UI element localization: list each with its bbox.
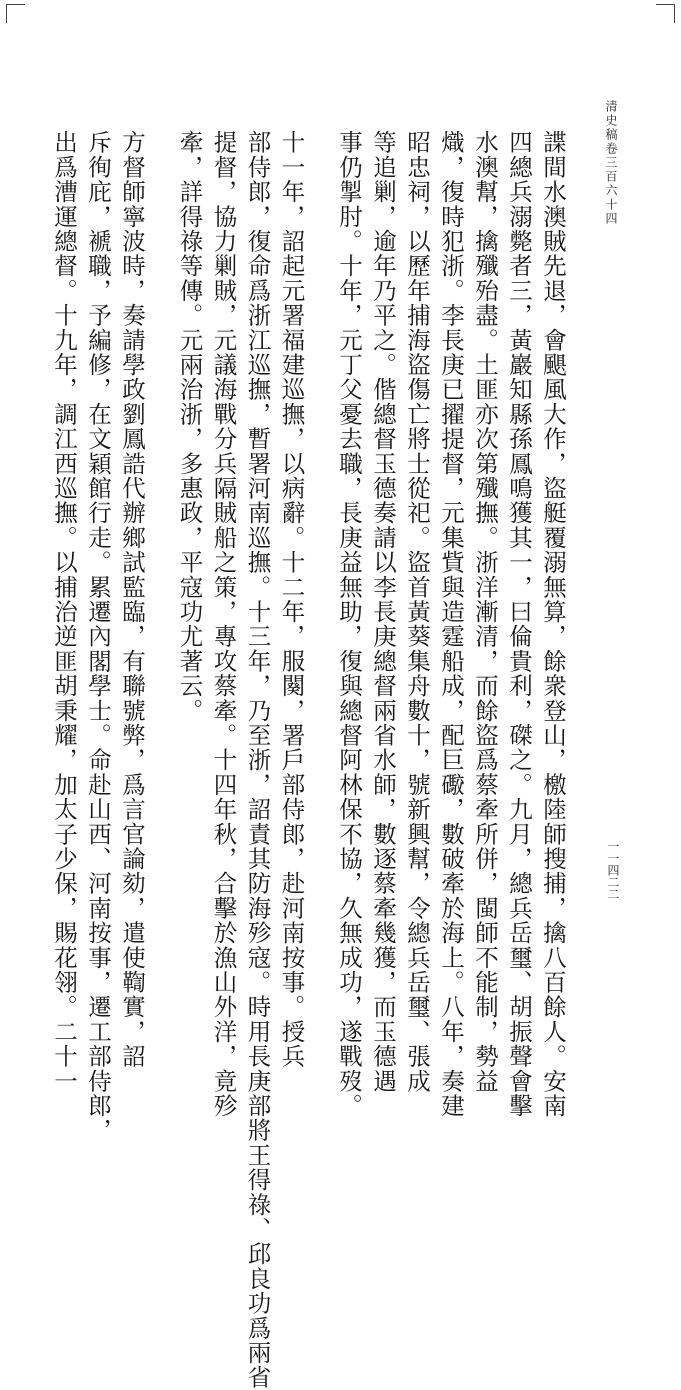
text-column: 牽，詳得祿等傳。元兩治浙，多惠政，平寇功尤著云。 xyxy=(175,130,204,723)
text-column: 部侍郎，復命爲浙江巡撫，暫署河南巡撫。十三年，乃至浙，詔責其防海殄寇。時用長庚部將王得祿、邱良功爲兩省 xyxy=(243,130,272,1390)
text-column: 斥徇庇，褫職，予編修，在文穎館行走。累遷內閣學士。命赴山西、河南按事，遷工部侍郎， xyxy=(84,130,112,1143)
text-column: 事仍掣肘。十年，元丁父憂去職，長庚益無助，復與總督阿林保不協，久無成功，遂戰歿。 xyxy=(335,130,363,1118)
main-text-body xyxy=(50,130,570,1390)
page-number: 一一四二二 xyxy=(606,840,620,900)
text-column: 諜間水澳賊先退，會颶風大作，盜艇覆溺無算，餘衆登山，檄陸師搜捕，擒八百餘人。安南 xyxy=(539,130,567,1118)
text-column: 水澳幫，擒殲殆盡。土匪亦次第殲撫。浙洋漸清，而餘盜爲蔡牽所併，閩師不能制，勢益 xyxy=(471,130,499,1094)
text-column: 等追剿，逾年乃平之。偕總督玉德奏請以李長庚總督兩省水師，數逐蔡牽幾獲，而玉德遇 xyxy=(369,130,397,1094)
text-column: 十一年，詔起元署福建巡撫，以病辭。十二年，服闋，署戶部侍郎，赴河南按事。授兵 xyxy=(277,130,306,1069)
crop-mark-right xyxy=(656,4,675,23)
text-column: 方督師寧波時，奏請學政劉鳳誥代辦鄉試監臨，有聯號弊，爲言官論劾，遣使鞫實，詔 xyxy=(118,130,146,1069)
text-column: 昭忠祠，以歷年捕海盜傷亡將士從祀。盜首黃葵集舟數十，號新興幫，令總兵岳璽、張成 xyxy=(403,130,431,1094)
running-header-title: 清史稿卷三百六十四 xyxy=(604,100,618,226)
text-column: 出爲漕運總督。十九年，調江西巡撫。以捕治逆匪胡秉耀，加太子少保，賜花翎。二十一 xyxy=(50,130,78,1094)
text-column: 四總兵溺斃者三，黃巖知縣孫鳳鳴獲其一，曰倫貴利，磔之。九月，總兵岳璽、胡振聲會擊 xyxy=(505,130,533,1118)
text-column: 熾，復時犯浙。李長庚已擢提督，元集貲與造霆船成，配巨礮，數破牽於海上。八年，奏建 xyxy=(437,130,465,1118)
crop-mark-left xyxy=(6,4,25,23)
text-column: 提督，協力剿賊，元議海戰分兵隔賊船之策，專攻蔡牽。十四年秋，合擊於漁山外洋，竟殄 xyxy=(209,130,238,1118)
